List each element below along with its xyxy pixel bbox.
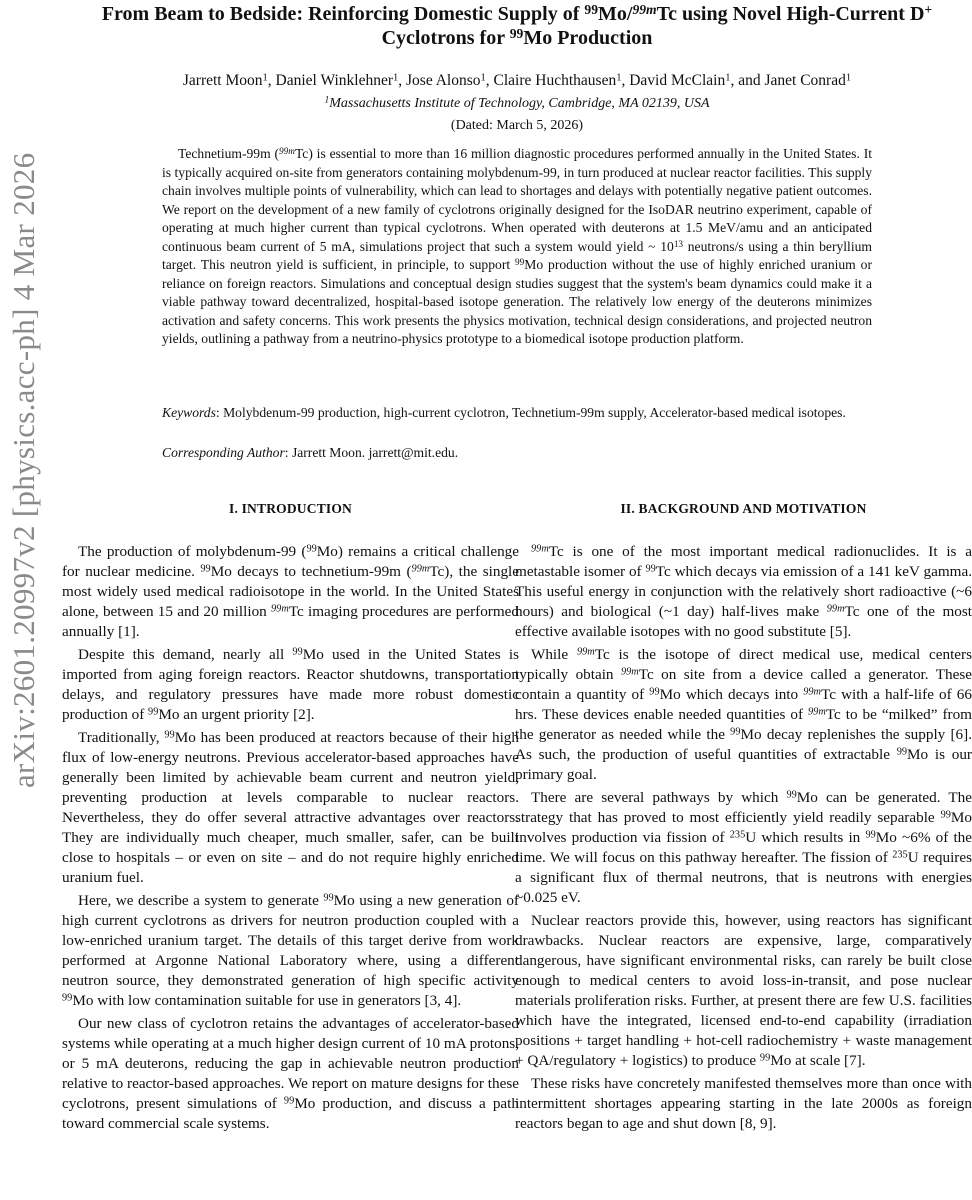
author-name: Janet Conrad bbox=[764, 72, 846, 89]
left-column bbox=[62, 500, 519, 1137]
body-paragraph: Despite this demand, nearly all $^{99}$Mo used in the United States is imported from aging foreign reactors. Reactor shutdowns, transportation delays, and regulatory pressures have made more robust domestic production of $^{99}$Mo an urgent priority [2]. bbox=[62, 646, 519, 723]
keywords: Keywords: Molybdenum-99 production, high-current cyclotron, Technetium-99m supply, Accelerator-based medical isotopes. bbox=[162, 405, 846, 420]
author-name: Claire Huchthausen bbox=[493, 72, 617, 89]
keywords-text: Molybdenum-99 production, high-current cyclotron, Technetium-99m supply, Accelerator-based medical isotopes. bbox=[223, 405, 846, 420]
corresponding-author: Corresponding Author: Jarrett Moon. jarrett@mit.edu. bbox=[162, 445, 459, 460]
author-name: David McClain bbox=[629, 72, 726, 89]
background-body bbox=[515, 542, 972, 1134]
dated-line: (Dated: March 5, 2026) bbox=[450, 118, 584, 133]
affiliation bbox=[62, 95, 972, 113]
author-name: Jarrett Moon bbox=[182, 72, 263, 89]
affiliation-text: Massachusetts Institute of Technology, Cambridge, MA 02139, USA bbox=[329, 96, 710, 111]
corresponding-text: Jarrett Moon. jarrett@mit.edu. bbox=[291, 445, 459, 460]
right-column bbox=[515, 500, 972, 1137]
affiliation-mark: 1 bbox=[324, 95, 330, 106]
arxiv-identifier: arXiv:2601.20997v2 [physics.acc-ph] 4 Mar 2026 bbox=[6, 152, 41, 788]
body-paragraph: $^{99m}$Tc is one of the most important medical radionuclides. It is a metastable isomer of $^{99}$Tc which decays via emission of a 141 keV gamma. This useful energy in conjunction with the relatively short radioactive (~6 hours) and biological (~1 day) half-lives make $^{99m}$Tc one of the most effective available isotopes with no good substitute [5]. bbox=[515, 543, 972, 640]
introduction-body bbox=[62, 542, 519, 1134]
abstract: Technetium-99m ($^{99m}$Tc) is essential to more than 16 million diagnostic procedures performed annually in the United States. It is typically acquired on-site from generators containing molybdenum-99, in turn produced at nuclear reactor facilities. This supply chain involves multiple points of vulnerability, which can lead to shortages and delays with potentially negative patient outcomes. We report on the development of a new family of cyclotrons originally designed for the IsoDAR neutrino experiment, capable of operating at much higher current than typical cyclotrons. When operated with deuterons at 1.5 MeV/amu and an anticipated continuous beam current of 5 mA, simulations project that such a system would yield ~ $10^{13}$ neutrons/s using a thin beryllium target. This neutron yield is sufficient, in principle, to support $^{99}$Mo production without the use of highly enriched uranium or reliance on foreign reactors. Simulations and conceptual design studies suggest that the system's beam dynamics could make it a viable pathway toward decentralized, hospital-based isotope generation. The relatively low energy of the deuterons minimizes activation and safety concerns. This work presents the physics motivation, technical design considerations, and projected neutron yields, outlining a pathway from a neutrino-physics prototype to a biomedical isotope production platform. bbox=[162, 145, 872, 346]
section-heading-background: II. BACKGROUND AND MOTIVATION bbox=[620, 501, 867, 516]
corresponding-label: Corresponding Author bbox=[162, 445, 285, 460]
body-paragraph: While $^{99m}$Tc is the isotope of direct medical use, medical centers typically obtain $^{99m}$Tc on site from a device called a generator. These contain a quantity of $^{99}$Mo which decays into $^{99m}$Tc with a half-life of 66 hrs. These devices enable needed quantities of $^{99m}$Tc to be “milked” from the generator as needed while the $^{99}$Mo decay replenishes the supply [6]. As such, the production of useful quantities of extractable $^{99}$Mo is our primary goal. bbox=[515, 646, 972, 783]
author-name: Daniel Winklehner bbox=[275, 72, 393, 89]
body-paragraph: There are several pathways by which $^{99}$Mo can be generated. The strategy that has proved to most efficiently yield readily separable $^{99}$Mo involves production via fission of $^{235}$U which results in $^{99}$Mo ~6% of the time. We will focus on this pathway hereafter. The fission of $^{235}$U requires a significant flux of thermal neutrons, that is neutrons with energies ~0.025 eV. bbox=[515, 789, 972, 906]
title-line-1: From Beam to Bedside: Reinforcing Domestic Supply of $^{99}$Mo/$^{99m}$Tc using Novel High-Current D+ bbox=[101, 1, 933, 25]
paper-title bbox=[62, 2, 972, 50]
section-heading-introduction: I. INTRODUCTION bbox=[228, 501, 353, 516]
author-list: Jarrett Moon$^1$, Daniel Winklehner$^1$, Jose Alonso$^1$, Claire Huchthausen$^1$, David McClain$^1$, and Janet Conrad$^1$ bbox=[182, 72, 852, 89]
body-paragraph: The production of molybdenum-99 ($^{99}$Mo) remains a critical challenge for nuclear medicine. $^{99}$Mo decays to technetium-99m ($^{99m}$Tc), the single most widely used medical radioisotope in the world. In the United States alone, between 15 and 20 million $^{99m}$Tc imaging procedures are performed annually [1]. bbox=[62, 543, 519, 640]
author-name: Jose Alonso bbox=[406, 72, 481, 89]
body-paragraph: Nuclear reactors provide this, however, using reactors has significant drawbacks. Nuclear reactors are expensive, large, comparatively dangerous, have significant environmental risks, can rarely be built close enough to medical centers to avoid loss-in-transit, and pose nuclear materials proliferation risks. Further, at present there are few U.S. facilities which have the integrated, licensed end-to-end capability (irradiation positions + target handling + hot-cell radiochemistry + waste management + QA/regulatory + logistics) to produce $^{99}$Mo at scale [7]. bbox=[515, 912, 972, 1069]
title-line-2: Cyclotrons for $^{99}$Mo Production bbox=[381, 25, 653, 49]
body-paragraph: Our new class of cyclotron retains the advantages of accelerator-based systems while operating at a much higher design current of 10 mA protons, or 5 mA deuterons, reducing the gap in achievable neutron production relative to reactor-based approaches. We report on mature designs for these cyclotrons, present simulations of $^{99}$Mo production, and discuss a path toward commercial scale systems. bbox=[62, 1015, 519, 1132]
body-paragraph: Here, we describe a system to generate $^{99}$Mo using a new generation of high current cyclotrons as drivers for neutron production coupled with a low-enriched uranium target. The details of this target derive from work performed at Argonne National Laboratory where, using a different neutron source, they demonstrated generation of high specific activity $^{99}$Mo with low contamination suitable for use in generators [3, 4]. bbox=[62, 892, 519, 1009]
body-paragraph: Traditionally, $^{99}$Mo has been produced at reactors because of their high flux of low-energy neutrons. Previous accelerator-based approaches have generally been limited by achievable beam current and neutron yield, preventing production at levels comparable to nuclear reactors. Nevertheless, they do offer several attractive advantages over reactors. They are individually much cheaper, much smaller, safer, can be built close to hospitals – or even on site – and do not require highly enriched uranium fuel. bbox=[62, 729, 519, 886]
keywords-label: Keywords bbox=[162, 405, 216, 420]
body-paragraph: These risks have concretely manifested themselves more than once with intermittent shortages appearing starting in the late 2000s as foreign reactors began to age and shut down [8, 9]. bbox=[515, 1075, 972, 1132]
